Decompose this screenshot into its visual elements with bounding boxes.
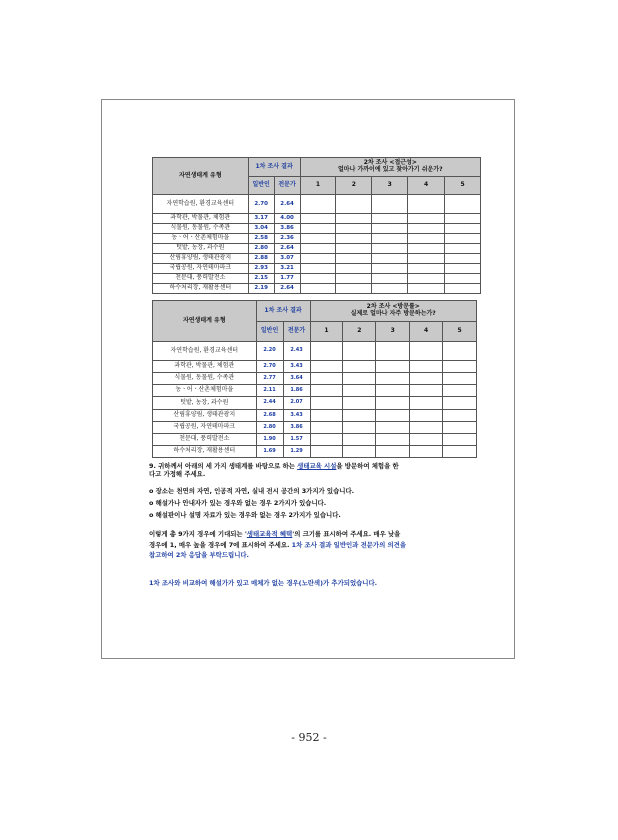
general-score-cell: 2.19 — [248, 284, 274, 294]
category-cell: 하수처리장, 재활용센터 — [153, 446, 257, 458]
general-score-cell: 2.88 — [248, 254, 274, 264]
header-general: 일반인 — [256, 322, 283, 342]
answer-cell-2[interactable] — [336, 195, 372, 214]
expert-score-cell: 3.64 — [283, 373, 310, 385]
answer-cell-3[interactable] — [372, 284, 408, 294]
answer-cell-5[interactable] — [445, 244, 481, 254]
general-score-cell: 2.70 — [256, 361, 283, 373]
answer-cell-4[interactable] — [408, 274, 445, 284]
general-score-cell: 2.77 — [256, 373, 283, 385]
answer-cell-1[interactable] — [310, 385, 343, 397]
expert-score-cell: 2.36 — [274, 234, 300, 244]
answer-cell-3[interactable] — [372, 224, 408, 234]
table-row — [153, 410, 477, 422]
expert-score-cell: 2.07 — [283, 397, 310, 410]
category-cell: 산림휴양림, 생태관광지 — [153, 254, 249, 264]
table-row — [153, 254, 481, 264]
table-row — [153, 284, 481, 294]
expert-score-cell: 1.29 — [283, 446, 310, 458]
table-row — [153, 224, 481, 234]
general-score-cell: 2.68 — [256, 410, 283, 422]
answer-cell-5[interactable] — [443, 361, 477, 373]
answer-cell-1[interactable] — [300, 284, 336, 294]
answer-cell-3[interactable] — [372, 254, 408, 264]
general-score-cell: 1.90 — [256, 434, 283, 446]
table-row — [153, 274, 481, 284]
answer-cell-4[interactable] — [408, 244, 445, 254]
answer-cell-4[interactable] — [408, 284, 445, 294]
answer-cell-3[interactable] — [372, 214, 408, 224]
table-row — [153, 446, 477, 458]
scale-3: 3 — [372, 177, 408, 195]
answer-cell-1[interactable] — [300, 224, 336, 234]
header-general: 일반인 — [248, 177, 274, 195]
general-score-cell: 2.93 — [248, 264, 274, 274]
answer-cell-4[interactable] — [410, 361, 443, 373]
answer-cell-2[interactable] — [336, 284, 372, 294]
answer-cell-1[interactable] — [310, 361, 343, 373]
page-number: - 952 - — [291, 731, 327, 744]
answer-cell-3[interactable] — [372, 244, 408, 254]
table-row — [153, 361, 477, 373]
answer-cell-2[interactable] — [343, 434, 376, 446]
answer-cell-2[interactable] — [336, 244, 372, 254]
expert-score-cell: 3.07 — [274, 254, 300, 264]
table-row — [153, 244, 481, 254]
scale-1: 1 — [300, 177, 336, 195]
answer-cell-1[interactable] — [300, 244, 336, 254]
expert-score-cell: 3.43 — [283, 361, 310, 373]
table-row — [153, 434, 477, 446]
answer-cell-4[interactable] — [408, 224, 445, 234]
change-note: 1차 조사와 비교하여 해설가가 있고 매체가 없는 경우(노란색)가 추가되었습니다. — [149, 579, 378, 587]
answer-cell-1[interactable] — [310, 434, 343, 446]
answer-cell-5[interactable] — [445, 264, 481, 274]
category-cell: 농ㆍ어ㆍ산촌체험마을 — [153, 385, 257, 397]
general-score-cell: 2.11 — [256, 385, 283, 397]
expert-score-cell: 3.86 — [274, 224, 300, 234]
answer-cell-2[interactable] — [336, 254, 372, 264]
bullet-3: o 해설판이나 설명 자료가 있는 경우와 없는 경우 2가지가 있습니다. — [149, 511, 341, 519]
answer-cell-1[interactable] — [300, 264, 336, 274]
answer-cell-3[interactable] — [376, 434, 410, 446]
category-cell: 자연학습원, 환경교육센터 — [153, 195, 249, 214]
header-second-title: 2차 조사 <접근성> — [363, 159, 417, 167]
category-cell: 국립공원, 자연테마파크 — [153, 422, 257, 434]
header-second-survey — [310, 301, 477, 322]
answer-cell-4[interactable] — [408, 214, 445, 224]
accessibility-survey-table — [152, 157, 481, 294]
header-first-survey: 1차 조사 결과 — [256, 301, 310, 322]
answer-cell-2[interactable] — [343, 422, 376, 434]
answer-cell-4[interactable] — [410, 385, 443, 397]
answer-cell-1[interactable] — [310, 397, 343, 410]
answer-cell-4[interactable] — [410, 373, 443, 385]
answer-cell-4[interactable] — [408, 195, 445, 214]
answer-cell-4[interactable] — [410, 397, 443, 410]
answer-cell-5[interactable] — [445, 224, 481, 234]
answer-cell-3[interactable] — [372, 234, 408, 244]
table-row — [153, 264, 481, 274]
eco-education-facility-link: 생태교육 시설 — [297, 462, 337, 470]
answer-cell-1[interactable] — [300, 234, 336, 244]
scale-5: 5 — [443, 322, 477, 342]
answer-cell-5[interactable] — [443, 373, 477, 385]
answer-cell-4[interactable] — [408, 264, 445, 274]
table-row — [153, 385, 477, 397]
question-9-line2: 다고 가정해 주세요. — [149, 469, 206, 478]
answer-cell-4[interactable] — [410, 446, 443, 458]
answer-cell-3[interactable] — [376, 422, 410, 434]
general-score-cell: 1.69 — [256, 446, 283, 458]
instruction-line1 — [149, 531, 479, 539]
answer-cell-3[interactable] — [376, 410, 410, 422]
category-cell: 식물원, 동물원, 수족관 — [153, 224, 249, 234]
answer-cell-5[interactable] — [445, 195, 481, 214]
answer-cell-3[interactable] — [372, 195, 408, 214]
question-9-text-end: 을 방문하여 체험을 한 — [336, 462, 399, 470]
category-cell: 텃밭, 농장, 과수원 — [153, 244, 249, 254]
answer-cell-2[interactable] — [343, 373, 376, 385]
expert-score-cell: 1.77 — [274, 274, 300, 284]
answer-cell-2[interactable] — [336, 224, 372, 234]
category-cell: 천문대, 풍력발전소 — [153, 274, 249, 284]
answer-cell-3[interactable] — [376, 373, 410, 385]
answer-cell-5[interactable] — [443, 410, 477, 422]
category-cell: 하수처리장, 재활용센터 — [153, 284, 249, 294]
answer-cell-5[interactable] — [443, 385, 477, 397]
question-9-text: 9. 귀하께서 아래의 세 가지 생태계를 바탕으로 하는 — [149, 462, 298, 470]
table-row — [153, 342, 477, 361]
header-second-question: 실제로 얼마나 자주 방문하는가? — [350, 310, 436, 317]
answer-cell-4[interactable] — [410, 434, 443, 446]
instruction-text-end: '의 크기를 표시하여 주세요. 매우 낮을 — [292, 530, 401, 538]
header-type: 자연생태계 유형 — [153, 158, 249, 195]
instruction-paragraph — [149, 531, 479, 560]
answer-cell-2[interactable] — [343, 397, 376, 410]
expert-score-cell: 3.43 — [283, 410, 310, 422]
category-cell: 텃밭, 농장, 과수원 — [153, 397, 257, 410]
answer-cell-2[interactable] — [343, 410, 376, 422]
answer-cell-1[interactable] — [300, 274, 336, 284]
table-row — [153, 397, 477, 410]
answer-cell-5[interactable] — [445, 214, 481, 224]
answer-cell-4[interactable] — [408, 254, 445, 264]
answer-cell-2[interactable] — [343, 446, 376, 458]
expert-score-cell: 1.57 — [283, 434, 310, 446]
header-first-survey: 1차 조사 결과 — [248, 158, 300, 177]
answer-cell-4[interactable] — [410, 422, 443, 434]
table-row — [153, 373, 477, 385]
expert-score-cell: 2.64 — [274, 284, 300, 294]
answer-cell-2[interactable] — [336, 234, 372, 244]
answer-cell-1[interactable] — [310, 422, 343, 434]
header-expert: 전문가 — [274, 177, 300, 195]
answer-cell-2[interactable] — [343, 385, 376, 397]
instruction-text: 이렇게 총 9가지 경우에 기대되는 ' — [149, 530, 247, 538]
answer-cell-4[interactable] — [408, 234, 445, 244]
scale-2: 2 — [336, 177, 372, 195]
answer-cell-5[interactable] — [443, 434, 477, 446]
answer-cell-1[interactable] — [310, 410, 343, 422]
expert-score-cell: 3.21 — [274, 264, 300, 274]
answer-cell-4[interactable] — [410, 342, 443, 361]
answer-cell-3[interactable] — [376, 397, 410, 410]
answer-cell-1[interactable] — [300, 254, 336, 264]
answer-cell-1[interactable] — [310, 446, 343, 458]
scale-1: 1 — [310, 322, 343, 342]
instruction-line2-highlight: 1차 조사 결과 일반인과 전문가의 의견을 — [291, 540, 407, 549]
expert-score-cell: 2.64 — [274, 195, 300, 214]
category-cell: 과학관, 박물관, 체험관 — [153, 361, 257, 373]
answer-cell-3[interactable] — [376, 361, 410, 373]
answer-cell-4[interactable] — [410, 410, 443, 422]
eco-education-benefit-link: 생태교육적 혜택 — [246, 530, 293, 538]
category-cell: 산림휴양림, 생태관광지 — [153, 410, 257, 422]
answer-cell-5[interactable] — [443, 446, 477, 458]
answer-cell-1[interactable] — [300, 195, 336, 214]
category-cell: 농ㆍ어ㆍ산촌체험마을 — [153, 234, 249, 244]
expert-score-cell: 1.86 — [283, 385, 310, 397]
category-cell: 자연학습원, 환경교육센터 — [153, 342, 257, 361]
general-score-cell: 2.15 — [248, 274, 274, 284]
visit-rate-survey-table — [152, 300, 477, 458]
answer-cell-5[interactable] — [445, 254, 481, 264]
answer-cell-5[interactable] — [443, 422, 477, 434]
header-expert: 전문가 — [283, 322, 310, 342]
answer-cell-5[interactable] — [443, 342, 477, 361]
answer-cell-3[interactable] — [376, 342, 410, 361]
category-cell: 식물원, 동물원, 수족관 — [153, 373, 257, 385]
answer-cell-5[interactable] — [445, 234, 481, 244]
scale-3: 3 — [376, 322, 410, 342]
scale-5: 5 — [445, 177, 481, 195]
category-cell: 과학관, 박물관, 체험관 — [153, 214, 249, 224]
table-row — [153, 195, 481, 214]
general-score-cell: 3.04 — [248, 224, 274, 234]
instruction-line2 — [149, 542, 479, 550]
general-score-cell: 2.80 — [248, 244, 274, 254]
answer-cell-5[interactable] — [445, 284, 481, 294]
expert-score-cell: 2.43 — [283, 342, 310, 361]
answer-cell-2[interactable] — [336, 214, 372, 224]
scale-4: 4 — [408, 177, 445, 195]
answer-cell-3[interactable] — [376, 385, 410, 397]
table-row — [153, 234, 481, 244]
question-9 — [149, 463, 479, 478]
answer-cell-2[interactable] — [336, 274, 372, 284]
table-row — [153, 214, 481, 224]
general-score-cell: 2.20 — [256, 342, 283, 361]
header-type: 자연생태계 유형 — [153, 301, 257, 342]
header-second-question: 얼마나 가까이에 있고 찾아가기 쉬운가? — [337, 166, 443, 173]
answer-cell-1[interactable] — [310, 373, 343, 385]
answer-cell-2[interactable] — [343, 342, 376, 361]
instruction-line3: 참고하여 2차 응답을 부탁드립니다. — [149, 551, 249, 560]
bullet-1: o 장소는 천연의 자연, 인공적 자연, 실내 전시 공간의 3가지가 있습니다. — [149, 487, 355, 495]
answer-cell-5[interactable] — [445, 274, 481, 284]
answer-cell-3[interactable] — [372, 274, 408, 284]
expert-score-cell: 3.86 — [283, 422, 310, 434]
general-score-cell: 2.80 — [256, 422, 283, 434]
answer-cell-2[interactable] — [336, 264, 372, 274]
instruction-line2-text: 경우에 1, 매우 높을 경우에 7에 표시하여 주세요. — [149, 540, 292, 549]
general-score-cell: 2.58 — [248, 234, 274, 244]
answer-cell-5[interactable] — [443, 397, 477, 410]
header-second-title: 2차 조사 <방문률> — [366, 303, 420, 311]
answer-cell-2[interactable] — [343, 361, 376, 373]
general-score-cell: 3.17 — [248, 214, 274, 224]
table-row — [153, 422, 477, 434]
scale-2: 2 — [343, 322, 376, 342]
answer-cell-1[interactable] — [310, 342, 343, 361]
expert-score-cell: 4.00 — [274, 214, 300, 224]
general-score-cell: 2.44 — [256, 397, 283, 410]
header-second-survey — [300, 158, 480, 177]
expert-score-cell: 2.64 — [274, 244, 300, 254]
answer-cell-1[interactable] — [300, 214, 336, 224]
scale-4: 4 — [410, 322, 443, 342]
bullet-2: o 해설가나 안내자가 있는 경우와 없는 경우 2가지가 있습니다. — [149, 499, 327, 507]
answer-cell-3[interactable] — [372, 264, 408, 274]
answer-cell-3[interactable] — [376, 446, 410, 458]
general-score-cell: 2.70 — [248, 195, 274, 214]
category-cell: 국립공원, 자연테마파크 — [153, 264, 249, 274]
category-cell: 천문대, 풍력발전소 — [153, 434, 257, 446]
